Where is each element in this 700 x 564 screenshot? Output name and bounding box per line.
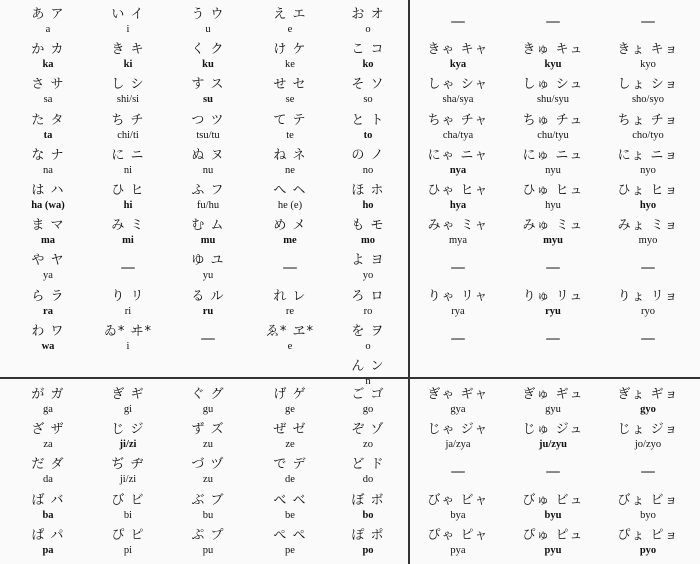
romanization: pu — [202, 544, 214, 556]
kana-glyph-pair: ぐ グ — [191, 387, 225, 402]
kana-cell — [505, 492, 601, 526]
empty-slot-dash: — — [545, 462, 561, 481]
kana-glyph-pair: う ウ — [191, 7, 225, 22]
romanization: byu — [544, 509, 562, 521]
romanization: cha/tya — [442, 129, 474, 141]
kana-cell — [600, 41, 696, 75]
romanization: o — [365, 24, 371, 35]
romanization: zu — [203, 474, 213, 486]
kana-cell — [600, 386, 696, 420]
romanization: myu — [543, 235, 563, 247]
romanization: myo — [638, 235, 658, 247]
kana-cell — [320, 421, 416, 455]
kana-glyph-pair: べ ベ — [273, 492, 307, 508]
romanization: gu — [202, 404, 214, 415]
kana-glyph-pair: ゐ* ヰ* — [103, 323, 153, 339]
kana-glyph-pair: ぶ ブ — [191, 492, 225, 508]
kana-glyph-pair: ま マ — [31, 218, 65, 234]
kana-glyph-pair: ぱ パ — [31, 527, 65, 543]
romanization: kya — [449, 59, 467, 71]
kana-cell — [505, 6, 601, 40]
romanization: ku — [202, 59, 214, 71]
romanization: bo — [362, 509, 374, 521]
kana-cell — [505, 421, 601, 455]
romanization: kyo — [640, 59, 656, 71]
empty-slot-dash: — — [450, 462, 466, 481]
kana-glyph-pair: にゅ ニュ — [522, 147, 584, 163]
kana-cell — [410, 527, 506, 561]
romanization: za — [43, 439, 53, 451]
kana-cell — [600, 217, 696, 251]
kana-cell — [320, 76, 416, 110]
kana-glyph-pair: づ ヅ — [191, 457, 225, 473]
kana-glyph-pair: ぷ プ — [191, 527, 225, 543]
kana-glyph-pair: しょ ショ — [617, 77, 679, 93]
kana-glyph-pair: や ヤ — [31, 253, 65, 269]
kana-cell — [600, 323, 696, 357]
romanization: nyo — [640, 164, 656, 176]
kana-cell — [410, 217, 506, 251]
romanization: u — [205, 24, 211, 35]
kana-glyph-pair: びゃ ビャ — [427, 492, 489, 508]
empty-slot-dash: — — [640, 12, 656, 30]
romanization: se — [285, 94, 295, 106]
kana-cell — [600, 252, 696, 286]
kana-glyph-pair: に ニ — [111, 147, 145, 163]
kana-glyph-pair: ちょ チョ — [617, 112, 679, 128]
kana-glyph-pair: ぜ ゼ — [273, 422, 307, 438]
romanization: chu/tyu — [537, 129, 569, 141]
romanization: so — [363, 94, 373, 106]
kana-glyph-pair: ば バ — [31, 492, 65, 508]
kana-glyph-pair: て テ — [273, 112, 307, 128]
romanization: da — [43, 474, 53, 486]
romanization: cho/tyo — [632, 129, 664, 141]
kana-glyph-pair: ぬ ヌ — [191, 147, 225, 163]
kana-cell — [600, 527, 696, 561]
romanization: yu — [202, 270, 214, 282]
romanization: wa — [41, 340, 55, 352]
kana-cell — [600, 6, 696, 40]
romanization: pyu — [544, 544, 562, 556]
romanization: sa — [43, 94, 53, 106]
kana-cell — [410, 182, 506, 216]
kana-cell — [320, 112, 416, 146]
kana-glyph-pair: れ レ — [273, 288, 307, 304]
kana-glyph-pair: お オ — [351, 7, 385, 22]
empty-slot-dash: — — [545, 12, 561, 30]
kana-cell — [320, 147, 416, 181]
romanization: bu — [202, 509, 214, 521]
kana-cell — [505, 252, 601, 286]
kana-cell — [410, 112, 506, 146]
kana-glyph-pair: ど ド — [351, 457, 385, 473]
romanization: ju/zyu — [538, 439, 567, 451]
kana-glyph-pair: し シ — [111, 77, 145, 93]
romanization: rya — [451, 305, 465, 317]
kana-glyph-pair: しゅ シュ — [522, 77, 584, 93]
kana-glyph-pair: げ ゲ — [273, 387, 307, 402]
kana-cell — [320, 252, 416, 286]
kana-cell — [505, 147, 601, 181]
kana-cell — [505, 112, 601, 146]
romanization: gyo — [640, 404, 656, 415]
romanization: yo — [362, 270, 374, 282]
romanization: ri — [124, 305, 132, 317]
romanization: mo — [361, 235, 375, 247]
romanization: te — [286, 129, 294, 141]
kana-glyph-pair: か カ — [31, 42, 65, 58]
kana-cell — [410, 386, 506, 420]
romanization: go — [362, 404, 374, 415]
empty-slot-dash: — — [450, 328, 466, 347]
kana-glyph-pair: び ビ — [111, 492, 145, 508]
romanization: ba — [42, 509, 54, 521]
kana-glyph-pair: ぎょ ギョ — [617, 387, 679, 402]
kana-glyph-pair: ざ ザ — [31, 422, 65, 438]
empty-slot-dash: — — [640, 258, 656, 277]
romanization: sha/sya — [442, 94, 474, 106]
kana-cell — [320, 386, 416, 420]
romanization: e — [287, 24, 293, 35]
kana-glyph-pair: ら ラ — [31, 288, 65, 304]
romanization: mu — [200, 235, 216, 247]
kana-glyph-pair: み ミ — [111, 218, 145, 234]
kana-glyph-pair: き キ — [111, 42, 145, 58]
kana-glyph-pair: け ケ — [273, 42, 307, 58]
kana-cell — [410, 41, 506, 75]
kana-glyph-pair: よ ヨ — [351, 253, 385, 269]
kana-cell — [505, 288, 601, 322]
empty-slot-dash: — — [640, 462, 656, 481]
kana-cell — [600, 76, 696, 110]
kana-glyph-pair: ぞ ゾ — [351, 422, 385, 438]
romanization: me — [283, 235, 297, 247]
romanization: pya — [450, 544, 466, 556]
romanization: gyu — [545, 404, 561, 415]
kana-glyph-pair: ふ フ — [191, 183, 225, 198]
kana-glyph-pair: で デ — [273, 457, 307, 473]
romanization: pyo — [639, 544, 657, 556]
kana-cell — [410, 456, 506, 490]
kana-glyph-pair: ず ズ — [191, 422, 225, 438]
kana-glyph-pair: わ ワ — [31, 323, 65, 339]
romanization: hyu — [545, 200, 561, 211]
romanization: to — [363, 129, 373, 141]
kana-glyph-pair: じょ ジョ — [617, 422, 679, 438]
romanization: nu — [202, 164, 214, 176]
romanization: ta — [43, 129, 53, 141]
kana-glyph-pair: な ナ — [31, 147, 65, 163]
kana-glyph-pair: ちゅ チュ — [522, 112, 584, 128]
kana-cell — [600, 421, 696, 455]
kana-glyph-pair: びゅ ビュ — [522, 492, 584, 508]
romanization: n — [365, 376, 371, 387]
kana-cell — [505, 386, 601, 420]
romanization: a — [45, 24, 51, 35]
kana-glyph-pair: じゅ ジュ — [522, 422, 584, 438]
kana-glyph-pair: さ サ — [31, 77, 65, 93]
romanization: ka — [42, 59, 54, 71]
romanization: shu/syu — [536, 94, 570, 106]
empty-slot-dash: — — [545, 258, 561, 277]
romanization: byo — [640, 509, 656, 521]
kana-cell — [600, 456, 696, 490]
romanization: ni — [123, 164, 133, 176]
kana-cell — [320, 288, 416, 322]
kana-glyph-pair: ぼ ボ — [351, 492, 385, 508]
kana-glyph-pair: め メ — [273, 218, 307, 234]
romanization: hya — [449, 200, 467, 211]
romanization: ro — [363, 305, 373, 317]
kana-glyph-pair: きゅ キュ — [522, 42, 584, 58]
romanization: ga — [43, 404, 53, 415]
kana-cell — [505, 76, 601, 110]
kana-glyph-pair: つ ツ — [191, 112, 225, 128]
kana-glyph-pair: ぢ ヂ — [111, 457, 145, 473]
romanization: mya — [448, 235, 468, 247]
kana-cell — [505, 182, 601, 216]
romanization: pi — [123, 544, 133, 556]
kana-glyph-pair: ち チ — [111, 112, 145, 128]
kana-glyph-pair: も モ — [351, 218, 385, 234]
kana-cell — [320, 182, 416, 216]
romanization: hi — [123, 200, 133, 211]
empty-slot-dash: — — [120, 258, 136, 277]
romanization: ru — [202, 305, 214, 317]
romanization: nya — [449, 164, 467, 176]
kana-glyph-pair: ぴゃ ピャ — [427, 527, 489, 543]
romanization: su — [203, 94, 213, 106]
kana-glyph-pair: ひ ヒ — [111, 183, 145, 198]
kana-glyph-pair: い イ — [111, 7, 145, 22]
romanization: do — [362, 474, 374, 486]
kana-glyph-pair: ぎゃ ギャ — [427, 387, 489, 402]
romanization: po — [362, 544, 374, 556]
kana-cell — [320, 492, 416, 526]
kana-glyph-pair: みゃ ミャ — [427, 218, 489, 234]
romanization: ke — [285, 59, 295, 71]
kana-cell — [410, 76, 506, 110]
kana-glyph-pair: ぺ ペ — [273, 527, 307, 543]
romanization: he (e) — [277, 200, 303, 211]
romanization: nyu — [545, 164, 561, 176]
romanization: tsu/tu — [196, 129, 220, 141]
kana-cell — [320, 6, 416, 40]
empty-slot-dash: — — [282, 258, 298, 277]
kana-glyph-pair: せ セ — [273, 77, 307, 93]
romanization: ha (wa) — [31, 200, 65, 211]
kana-glyph-pair: ぴょ ピョ — [617, 527, 679, 543]
kana-glyph-pair: みゅ ミュ — [522, 218, 584, 234]
romanization: ma — [41, 235, 55, 247]
kana-glyph-pair: の ノ — [351, 147, 385, 163]
kana-glyph-pair: す ス — [191, 77, 225, 93]
kana-glyph-pair: は ハ — [31, 183, 65, 198]
kana-cell — [320, 456, 416, 490]
kana-glyph-pair: ちゃ チャ — [427, 112, 489, 128]
kana-cell — [600, 288, 696, 322]
romanization: ho — [362, 200, 374, 211]
kana-cell — [410, 252, 506, 286]
kana-glyph-pair: が ガ — [31, 387, 65, 402]
kana-glyph-pair: ろ ロ — [351, 288, 385, 304]
romanization: ji/zi — [119, 439, 137, 451]
kana-cell — [320, 323, 416, 357]
romanization: na — [43, 164, 53, 176]
empty-slot-dash: — — [450, 12, 466, 30]
empty-slot-dash: — — [640, 328, 656, 347]
romanization: ne — [285, 164, 295, 176]
kana-glyph-pair: く ク — [191, 42, 225, 58]
kana-glyph-pair: だ ダ — [31, 457, 65, 473]
kana-glyph-pair: こ コ — [351, 42, 385, 58]
kana-glyph-pair: る ル — [191, 288, 225, 304]
kana-glyph-pair: え エ — [273, 7, 307, 22]
kana-glyph-pair: ぎ ギ — [111, 387, 145, 402]
romanization: ki — [123, 59, 133, 71]
romanization: ge — [285, 404, 295, 415]
romanization: sho/syo — [631, 94, 665, 106]
kana-glyph-pair: ぎゅ ギュ — [522, 387, 584, 402]
kana-glyph-pair: そ ソ — [351, 77, 385, 93]
romanization: pe — [285, 544, 295, 556]
romanization: ryu — [545, 305, 561, 317]
kana-glyph-pair: りゃ リャ — [427, 288, 489, 304]
kana-glyph-pair: りゅ リュ — [522, 288, 584, 304]
romanization: ze — [285, 439, 295, 451]
kana-glyph-pair: ね ネ — [273, 147, 307, 163]
kana-cell — [410, 421, 506, 455]
romanization: chi/ti — [117, 129, 139, 141]
kana-glyph-pair: り リ — [111, 288, 145, 304]
kana-cell — [410, 6, 506, 40]
kana-cell — [505, 527, 601, 561]
romanization: pa — [42, 544, 54, 556]
kana-glyph-pair: ぽ ポ — [351, 527, 385, 543]
romanization: zu — [203, 439, 213, 451]
kana-cell — [410, 492, 506, 526]
romanization: ja/zya — [445, 439, 471, 451]
romanization: fu/hu — [196, 200, 220, 211]
kana-cell — [410, 288, 506, 322]
kana-glyph-pair: ひゃ ヒャ — [427, 183, 489, 198]
kana-glyph-pair: ぴゅ ピュ — [522, 527, 584, 543]
kana-glyph-pair: へ ヘ — [273, 183, 307, 198]
empty-slot-dash: — — [545, 328, 561, 347]
kana-cell — [505, 217, 601, 251]
kana-cell — [320, 41, 416, 75]
kana-glyph-pair: ひゅ ヒュ — [522, 183, 584, 198]
romanization: o — [365, 340, 371, 352]
kana-cell — [410, 147, 506, 181]
kana-glyph-pair: た タ — [31, 112, 65, 128]
kana-glyph-pair: あ ア — [31, 7, 65, 22]
kana-glyph-pair: ご ゴ — [351, 387, 385, 402]
romanization: ko — [362, 59, 374, 71]
kana-glyph-pair: む ム — [191, 218, 225, 234]
romanization: shi/si — [116, 94, 140, 106]
romanization: de — [285, 474, 295, 486]
kana-glyph-pair: にょ ニョ — [617, 147, 679, 163]
kana-glyph-pair: ひょ ヒョ — [617, 183, 679, 198]
romanization: mi — [122, 235, 134, 247]
romanization: i — [126, 340, 130, 352]
romanization: hyo — [639, 200, 657, 211]
kana-glyph-pair: を ヲ — [351, 323, 385, 339]
kana-glyph-pair: きゃ キャ — [427, 42, 489, 58]
empty-slot-dash: — — [200, 328, 216, 347]
kana-glyph-pair: と ト — [351, 112, 385, 128]
kana-cell — [600, 492, 696, 526]
romanization: re — [285, 305, 295, 317]
kana-glyph-pair: しゃ シャ — [427, 77, 489, 93]
romanization: ji/zi — [119, 474, 137, 486]
kana-cell — [320, 217, 416, 251]
romanization: ryo — [641, 305, 655, 317]
romanization: gya — [450, 404, 466, 415]
romanization: be — [285, 509, 295, 521]
section-divider-horizontal-right — [410, 377, 700, 379]
kana-cell — [505, 456, 601, 490]
kana-cell — [600, 112, 696, 146]
romanization: zo — [363, 439, 373, 451]
romanization: kyu — [544, 59, 562, 71]
romanization: bi — [123, 509, 133, 521]
kana-glyph-pair: りょ リョ — [617, 288, 679, 304]
kana-glyph-pair: びょ ビョ — [617, 492, 679, 508]
romanization: jo/zyo — [634, 439, 662, 451]
romanization: ra — [43, 305, 53, 317]
kana-glyph-pair: ゆ ユ — [191, 253, 225, 269]
kana-glyph-pair: ほ ホ — [351, 183, 385, 198]
kana-glyph-pair: じゃ ジャ — [427, 422, 489, 438]
romanization: ya — [43, 270, 53, 282]
empty-slot-dash: — — [450, 258, 466, 277]
kana-glyph-pair: にゃ ニャ — [427, 147, 489, 163]
kana-cell — [410, 323, 506, 357]
kana-cell — [600, 182, 696, 216]
kana-cell — [505, 41, 601, 75]
kana-glyph-pair: じ ジ — [111, 422, 145, 438]
kana-glyph-pair: ゑ* ヱ* — [265, 323, 315, 339]
romanization: gi — [123, 404, 133, 415]
kana-cell — [505, 323, 601, 357]
romanization: no — [362, 164, 374, 176]
kana-cell — [600, 147, 696, 181]
kana-glyph-pair: ぴ ピ — [111, 527, 145, 543]
kana-cell — [320, 527, 416, 561]
romanization: i — [126, 24, 130, 35]
kana-glyph-pair: ん ン — [351, 359, 385, 374]
kana-glyph-pair: みょ ミョ — [617, 218, 679, 234]
kana-glyph-pair: きょ キョ — [617, 42, 679, 58]
romanization: e — [287, 340, 293, 352]
romanization: bya — [450, 509, 466, 521]
